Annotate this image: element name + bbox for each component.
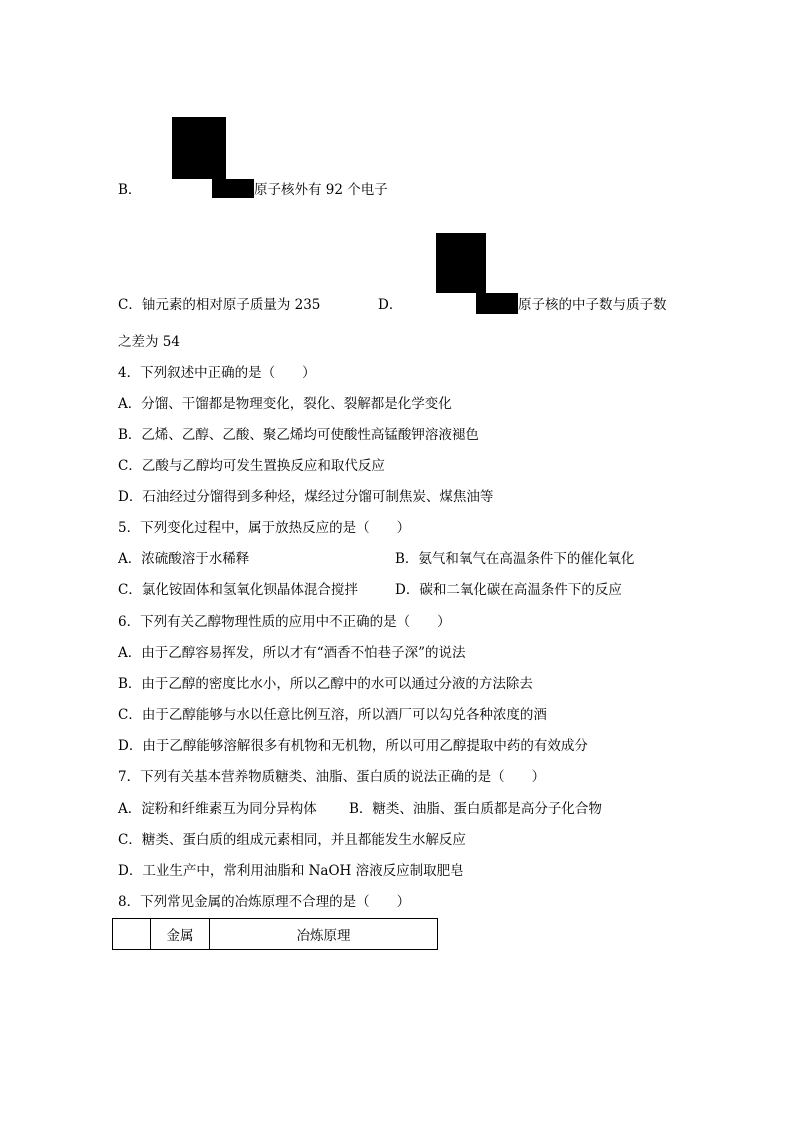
q7-option-b: B．糖类、油脂、蛋白质都是高分子化合物	[349, 801, 602, 817]
q5-option-d: D．碳和二氧化碳在高温条件下的反应	[395, 582, 622, 598]
q7-stem: 7．下列有关基本营养物质糖类、油脂、蛋白质的说法正确的是（ ）	[118, 769, 546, 785]
q5-option-c: C．氯化铵固体和氢氧化钡晶体混合搅拌	[118, 582, 358, 598]
isotope-image-d-bottom	[476, 293, 518, 314]
q5-stem: 5．下列变化过程中，属于放热反应的是（ ）	[118, 520, 411, 536]
option-b-letter: B．	[118, 182, 142, 198]
q4-stem: 4．下列叙述中正确的是（ ）	[118, 365, 316, 381]
table-header-metal: 金属	[151, 919, 210, 950]
option-b-text: 原子核外有 92 个电子	[254, 182, 388, 198]
q7-option-d: D．工业生产中，常利用油脂和 NaOH 溶液反应制取肥皂	[118, 863, 464, 879]
q6-option-b: B．由于乙醇的密度比水小，所以乙醇中的水可以通过分液的方法除去	[118, 676, 533, 692]
q6-stem: 6．下列有关乙醇物理性质的应用中不正确的是（ ）	[118, 614, 451, 630]
q4-option-a: A．分馏、干馏都是物理变化，裂化、裂解都是化学变化	[118, 396, 452, 412]
isotope-image-b-top	[172, 117, 226, 179]
q6-option-a: A．由于乙醇容易挥发，所以才有“酒香不怕巷子深”的说法	[118, 645, 466, 661]
isotope-image-b-bottom	[212, 179, 254, 198]
q5-option-a: A．浓硫酸溶于水稀释	[118, 551, 250, 567]
q4-option-b: B．乙烯、乙醇、乙酸、聚乙烯均可使酸性高锰酸钾溶液褪色	[118, 427, 479, 443]
option-d-text: 原子核的中子数与质子数	[518, 297, 667, 313]
q4-option-d: D．石油经过分馏得到多种烃，煤经过分馏可制焦炭、煤焦油等	[118, 489, 494, 505]
option-d-letter: D．	[378, 297, 403, 313]
q7-option-a: A．淀粉和纤维素互为同分异构体	[118, 801, 317, 817]
table-header-row	[113, 919, 438, 950]
smelting-table	[112, 918, 438, 950]
q6-option-d: D．由于乙醇能够溶解很多有机物和无机物，所以可用乙醇提取中药的有效成分	[118, 738, 588, 754]
q6-option-c: C．由于乙醇能够与水以任意比例互溶，所以酒厂可以勾兑各种浓度的酒	[118, 707, 547, 723]
table-header-index	[113, 919, 151, 950]
q8-stem: 8．下列常见金属的冶炼原理不合理的是（ ）	[118, 894, 411, 910]
option-c-text: C．铀元素的相对原子质量为 235	[118, 297, 321, 313]
table-header-principle: 冶炼原理	[210, 919, 438, 950]
isotope-image-d-top	[436, 233, 486, 293]
q7-option-c: C．糖类、蛋白质的组成元素相同，并且都能发生水解反应	[118, 832, 466, 848]
option-d-continuation: 之差为 54	[118, 334, 180, 350]
q4-option-c: C．乙酸与乙醇均可发生置换反应和取代反应	[118, 458, 385, 474]
q5-option-b: B．氨气和氧气在高温条件下的催化氧化	[395, 551, 635, 567]
